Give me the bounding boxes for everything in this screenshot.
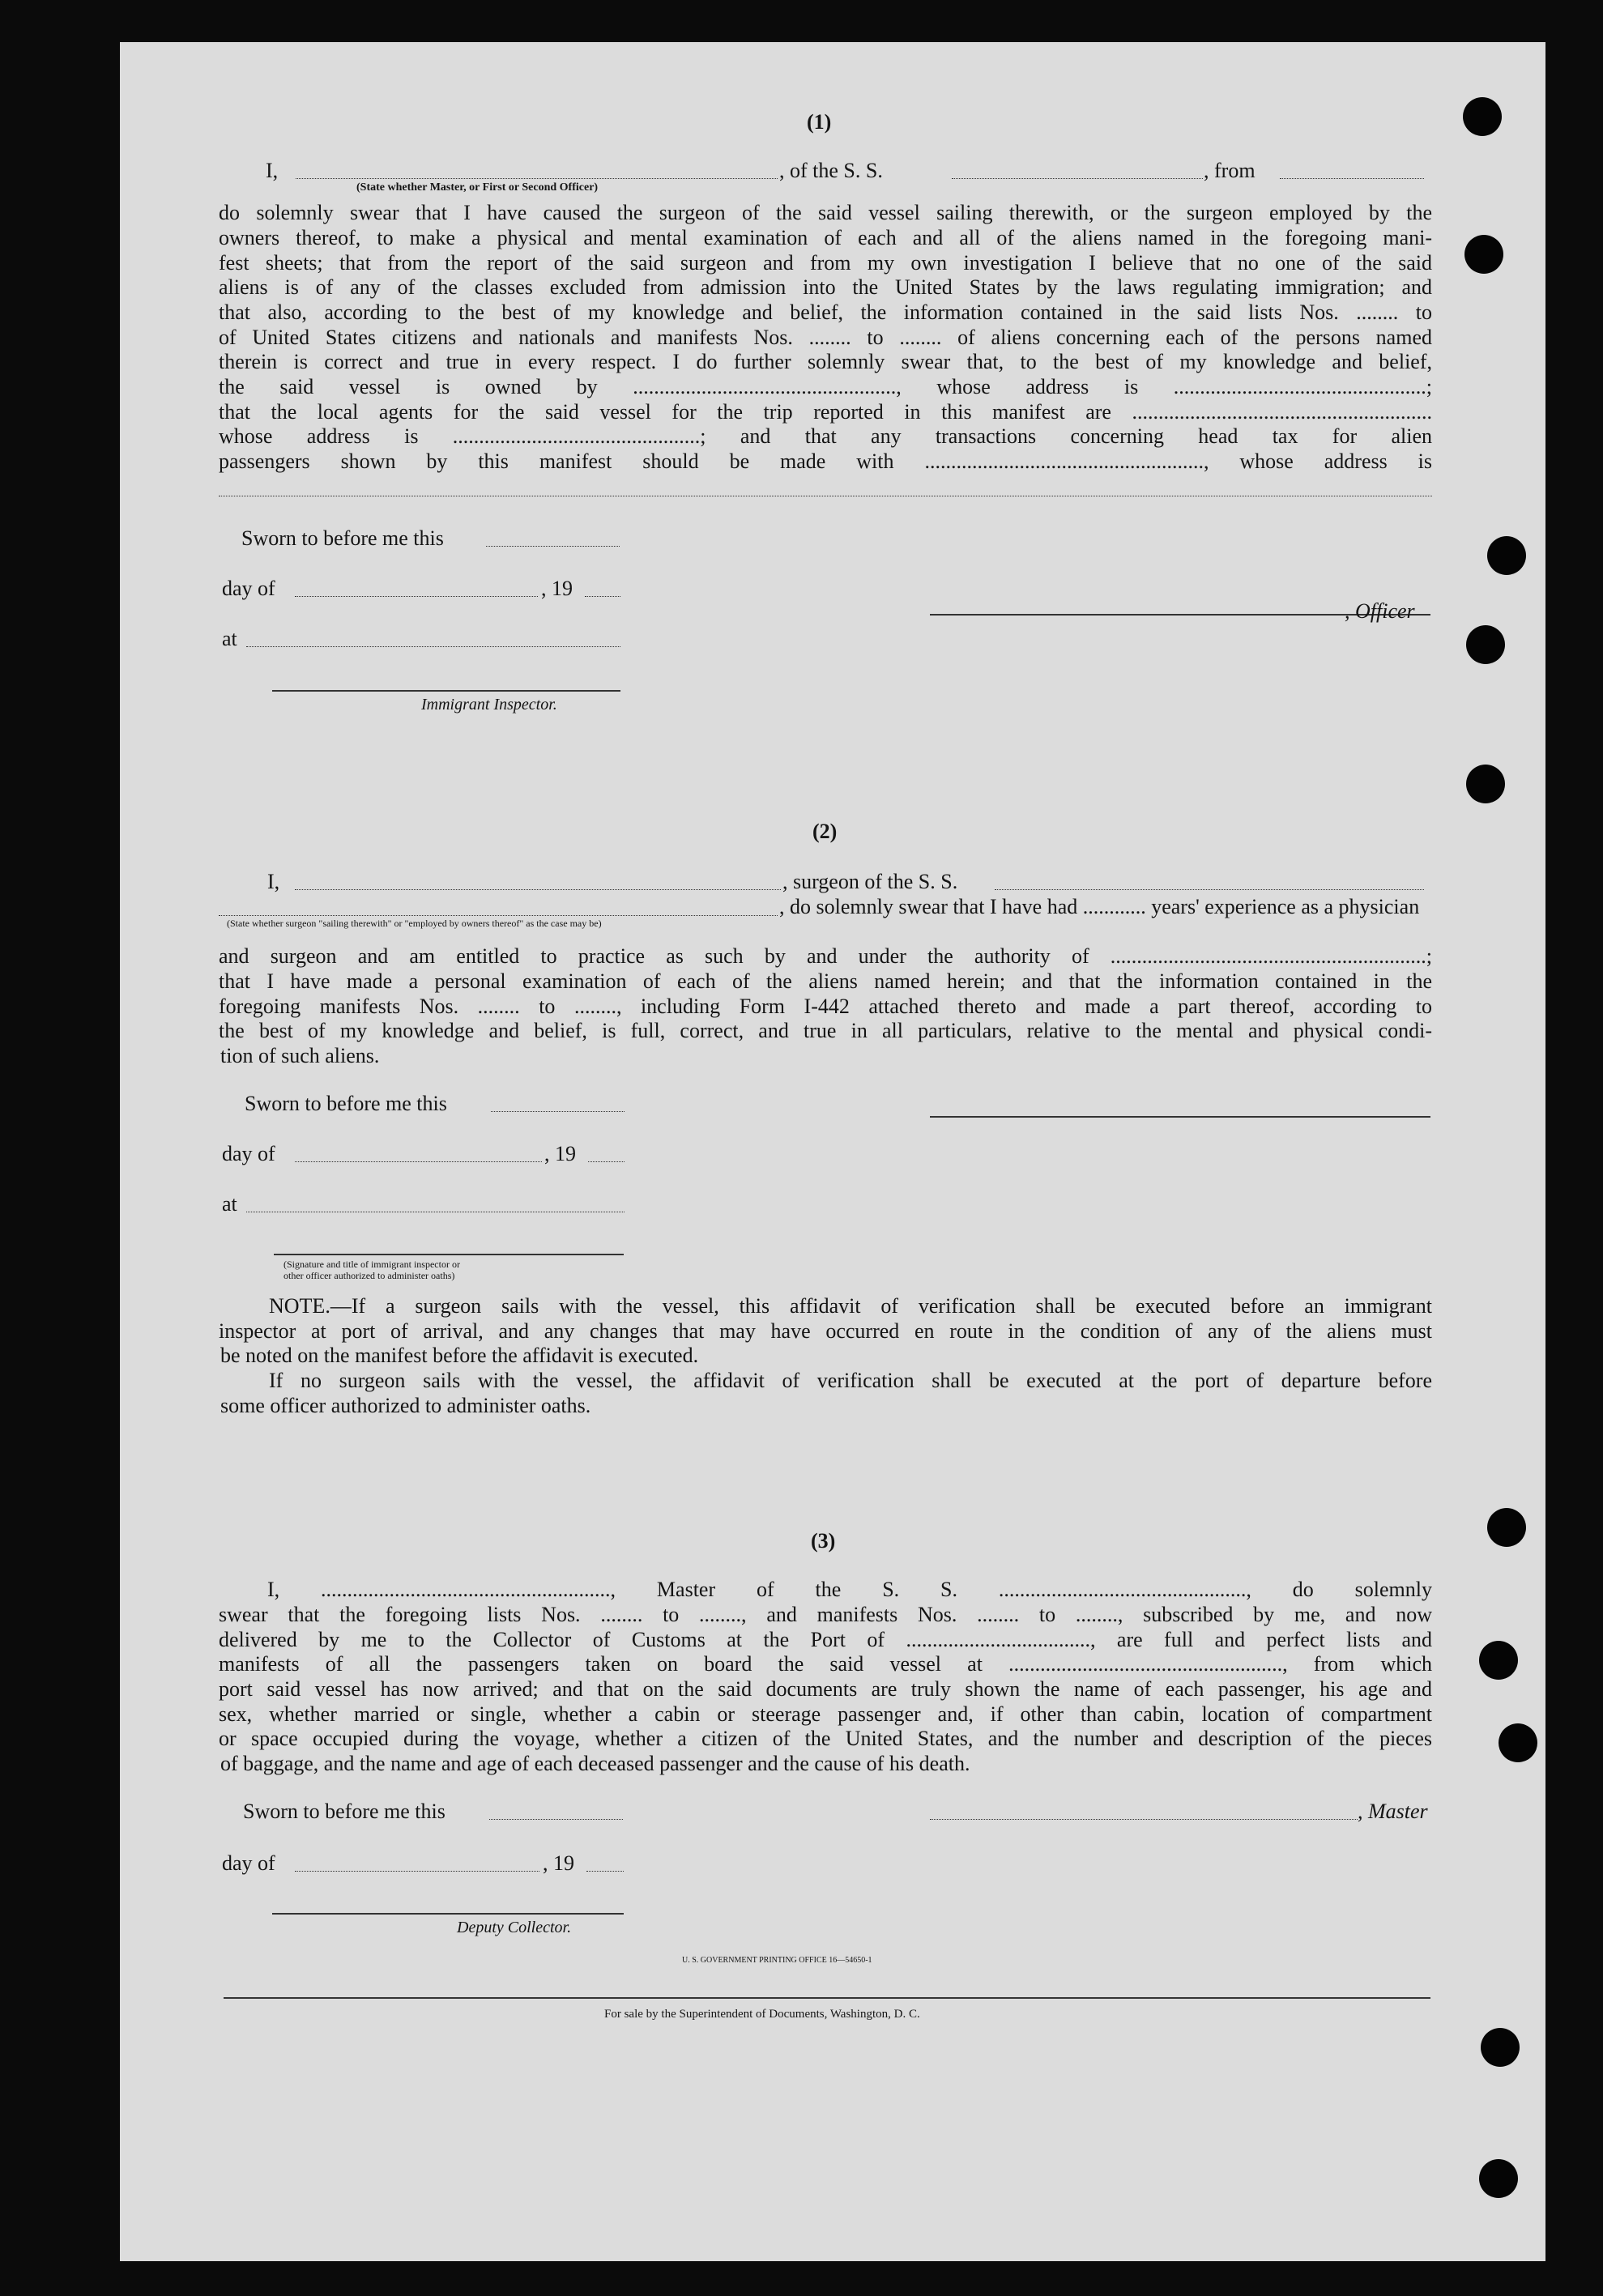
s2-day-label: day of (222, 1142, 275, 1165)
punch-hole (1479, 2159, 1518, 2198)
s1-of-ss-label: , of the S. S. (779, 159, 883, 182)
s3-body-line: sex, whether married or single, whether a cabin or steerage passenger and, if other than cabin, location of compartment (219, 1702, 1432, 1726)
s2-vessel-field (995, 889, 1424, 890)
s3-line1: I, ......................................................., Master of the S. S. ..............................................., do solemnly (267, 1578, 1432, 1601)
s1-at-label: at (222, 627, 237, 650)
s1-body-line: owners thereof, to make a physical and mental examination of each and all of the aliens named in the foregoing mani- (219, 226, 1432, 249)
s2-sworn-field (491, 1111, 625, 1112)
punch-hole (1463, 97, 1502, 136)
s3-body-line: manifests of all the passengers taken on board the said vessel at ...................................................., from which (219, 1652, 1432, 1676)
section-1-heading: (1) (807, 110, 832, 134)
s1-body-line: do solemnly swear that I have caused the surgeon of the said vessel sailing therewith, or the surgeon employed by the (219, 201, 1432, 224)
s1-from-label: , from (1204, 159, 1256, 182)
surgeon-name-field (295, 889, 781, 890)
note2-last: some officer authorized to administer oaths. (220, 1394, 591, 1417)
s3-sworn-label: Sworn to before me this (243, 1800, 446, 1823)
s1-body-line: therein is correct and true in every respect. I do further solemnly swear that, to the best of my knowledge and belief, (219, 350, 1432, 373)
punch-hole (1499, 1723, 1537, 1762)
s1-body-line: aliens is of any of the classes excluded from admission into the United States by the laws regulating immigration; and (219, 275, 1432, 299)
s2-surgeon-label: , surgeon of the S. S. (782, 870, 958, 893)
s1-body-line: that the local agents for the said vessel for the trip reported in this manifest are ......................................................... (219, 400, 1432, 424)
s2-day-field (295, 1161, 542, 1162)
punch-hole (1464, 235, 1503, 274)
deputy-signature-line (272, 1913, 624, 1915)
s3-day-label: day of (222, 1851, 275, 1875)
s2-year-field (588, 1161, 625, 1162)
s2-body-line: the best of my knowledge and belief, is full, correct, and true in all particulars, relative to the mental and physical condi- (219, 1019, 1432, 1042)
s1-year-label: , 19 (541, 577, 573, 600)
s3-body-line: or space occupied during the voyage, whether a citizen of the United States, and the number and description of the pieces (219, 1727, 1432, 1750)
s1-body-line: that also, according to the best of my knowledge and belief, the information contained in the said lists Nos. ........ to (219, 300, 1432, 324)
deputy-collector-label: Deputy Collector. (457, 1919, 572, 1936)
s1-at-field (246, 646, 620, 647)
gpo-imprint: U. S. GOVERNMENT PRINTING OFFICE 16—54650-1 (682, 1956, 872, 1965)
s3-body-line: delivered by me to the Collector of Customs at the Port of ..................................., are full and perfect lists and (219, 1628, 1432, 1651)
signature-note-1: (Signature and title of immigrant inspector or (284, 1259, 460, 1270)
s3-body-line: port said vessel has now arrived; and that on the said documents are truly shown the name of each passenger, his age and (219, 1677, 1432, 1701)
punch-hole (1479, 1641, 1518, 1680)
s1-body-line: passengers shown by this manifest should be made with ....................................................., whose address is (219, 449, 1432, 473)
vessel-name-field (952, 178, 1203, 179)
s3-body-line: swear that the foregoing lists Nos. ........ to ........, and manifests Nos. ........ to ........, subscribed by me, and now (219, 1603, 1432, 1626)
s3-day-field (295, 1871, 539, 1872)
s2-sworn-label: Sworn to before me this (245, 1092, 447, 1115)
s2-year-label: , 19 (544, 1142, 576, 1165)
immigrant-inspector-label: Immigrant Inspector. (421, 696, 557, 714)
surgeon-note: (State whether surgeon "sailing therewith" or "employed by owners thereof" as the case may be) (227, 918, 602, 929)
s1-year-field (585, 596, 620, 597)
master-label: , Master (1358, 1800, 1428, 1823)
footer-rule (224, 1997, 1430, 1999)
s1-body-line: the said vessel is owned by .................................................., whose address is ................................................; (219, 375, 1432, 398)
officer-note: (State whether Master, or First or Second Officer) (356, 181, 599, 194)
s1-day-label: day of (222, 577, 275, 600)
s3-year-field (586, 1871, 624, 1872)
punch-hole (1487, 1508, 1526, 1547)
inspector-signature-line (272, 690, 620, 692)
punch-hole (1487, 536, 1526, 575)
s3-sworn-field (489, 1819, 623, 1820)
s2-signature-line (274, 1254, 624, 1255)
s1-sworn-label: Sworn to before me this (241, 526, 444, 550)
s2-body-line: foregoing manifests Nos. ........ to ........, including Form I-442 attached thereto and made a part thereof, according to (219, 995, 1432, 1018)
s2-body-line: and surgeon and am entitled to practice as such by and under the authority of ............................................................; (219, 944, 1432, 968)
s1-i-label: I, (266, 159, 279, 182)
s2-body-line: that I have made a personal examination of each of the aliens named herein; and that the information contained in the (219, 969, 1432, 993)
punch-hole (1481, 2028, 1520, 2067)
note-line: NOTE.—If a surgeon sails with the vessel, this affidavit of verification shall be executed before an immigrant (269, 1294, 1432, 1318)
note-last: be noted on the manifest before the affidavit is executed. (220, 1344, 699, 1367)
master-signature-field (930, 1819, 1358, 1820)
punch-hole (1466, 625, 1505, 664)
s1-body-line: of United States citizens and nationals and manifests Nos. ........ to ........ of aliens concerning each of the persons named (219, 326, 1432, 349)
s2-body-last: tion of such aliens. (220, 1044, 380, 1067)
s2-officer-line (930, 1116, 1430, 1118)
section-3-heading: (3) (811, 1529, 836, 1553)
note2-line: If no surgeon sails with the vessel, the affidavit of verification shall be executed at the port of departure before (269, 1369, 1432, 1392)
s1-body-line: whose address is ...............................................; and that any transactions concerning head tax for alien (219, 424, 1432, 448)
s1-body-line: fest sheets; that from the report of the said surgeon and from my own investigation I believe that no one of the said (219, 251, 1432, 275)
section-2-heading: (2) (812, 820, 838, 843)
s2-line2: , do solemnly swear that I have had ............ years' experience as a physician (779, 895, 1420, 918)
signature-note-2: other officer authorized to administer oaths) (284, 1270, 455, 1281)
s3-year-label: , 19 (543, 1851, 574, 1875)
surgeon-capacity-field (219, 915, 778, 916)
s1-sworn-field (486, 546, 620, 547)
officer-title-field (296, 178, 778, 179)
s1-day-field (295, 596, 538, 597)
from-port-field (1280, 178, 1424, 179)
s3-body-last: of baggage, and the name and age of each deceased passenger and the cause of his death. (220, 1752, 970, 1775)
s1-officer-label: , Officer (1345, 599, 1415, 623)
sale-note: For sale by the Superintendent of Documents, Washington, D. C. (604, 2008, 920, 2021)
s2-i-label: I, (267, 870, 280, 893)
note-line: inspector at port of arrival, and any changes that may have occurred en route in the condition of any of the aliens must (219, 1319, 1432, 1343)
s2-at-label: at (222, 1192, 237, 1216)
punch-hole (1466, 765, 1505, 803)
